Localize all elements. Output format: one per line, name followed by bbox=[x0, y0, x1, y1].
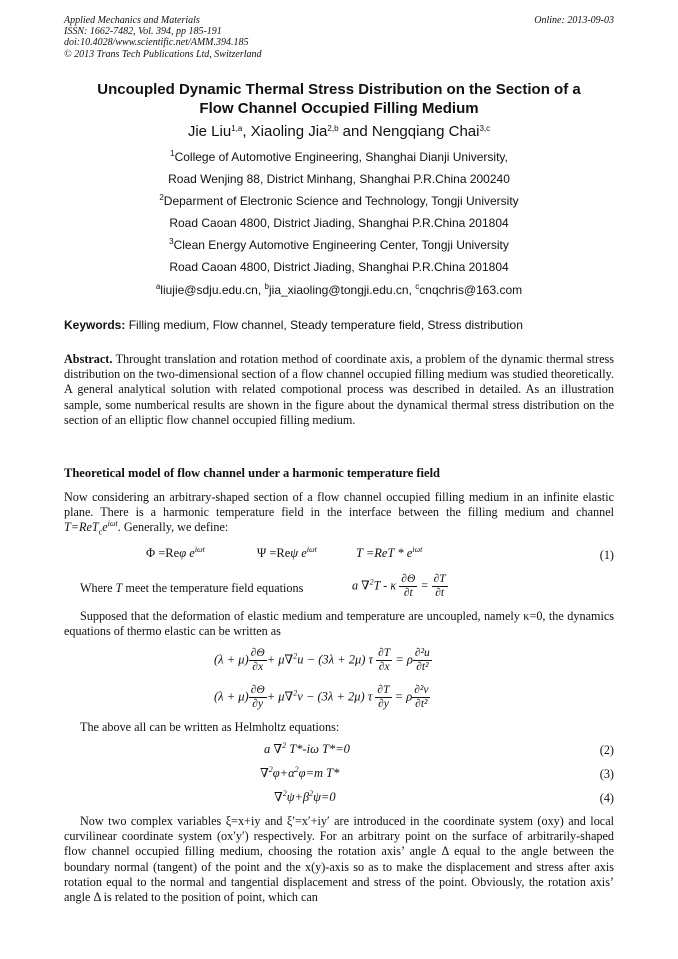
affiliation-3-sup: 3 bbox=[169, 237, 174, 246]
affiliation-2-line-1: Deparment of Electronic Science and Technology, Tongji University bbox=[163, 194, 519, 208]
author-3-sup: 3,c bbox=[479, 124, 491, 133]
affiliation-3-line-1: Clean Energy Automotive Engineering Center, Tongji University bbox=[173, 238, 509, 252]
affiliation-2 bbox=[64, 194, 614, 230]
paragraph-1-text: Now considering an arbitrary-shaped section of a flow channel occupied filling medium in an infinite elastic plane. There is a harmonic temperature field in the interface between the filling medium and channel bbox=[64, 490, 614, 520]
equation-4: $\nabla^2\psi+\beta^2\psi=0$ (4) bbox=[274, 789, 614, 805]
affiliation-1-line-1: College of Automotive Engineering, Shanghai Dianji University, bbox=[174, 150, 508, 164]
equation-4-number: (4) bbox=[599, 791, 614, 805]
equation-3: $\nabla^2\varphi+\alpha^2\varphi=m$ T* (3) bbox=[260, 765, 614, 781]
paragraph-4: Now two complex variables ξ=x+iy and ξ′=x′+iy′ are introduced in the coordinate system (oxy) and local curvilinear coordinate system (ox′y′) respectively. For an arbitrary point on the surface of arbitrarily-shaped flow channel occupied filling medium, choosing the rotation axis’ angle Δ equal to the angle between the boundary normal (tangent) of the point and the x(y)-axis so as to make the displacement and stress after axis rotation equal to the normal and tangential displacement and stress of the point. Obviously, the rotation axis’ angle Δ is related to the position of point, which can bbox=[64, 814, 614, 905]
title-line-1: Uncoupled Dynamic Thermal Stress Distribution on the Section of a bbox=[97, 81, 581, 98]
equation-2-number: (2) bbox=[599, 743, 614, 757]
copyright-line: © 2013 Trans Tech Publications Ltd, Switzerland bbox=[64, 48, 262, 60]
paragraph-1-exp-sup: iωt bbox=[107, 519, 118, 529]
online-date: Online: 2013-09-03 bbox=[534, 15, 614, 26]
issn-line: ISSN: 1662-7482, Vol. 394, pp 185-191 bbox=[64, 26, 222, 38]
paragraph-1 bbox=[64, 490, 614, 540]
equation-1 bbox=[64, 546, 614, 568]
abstract-label: Abstract. bbox=[64, 352, 113, 366]
paragraph-3: The above all can be written as Helmholtz equations: bbox=[80, 720, 340, 734]
author-2: Xiaoling Jia bbox=[250, 123, 328, 140]
paper-title bbox=[64, 80, 614, 118]
keywords-label: Keywords: bbox=[64, 318, 126, 332]
keywords-text: Filling medium, Flow channel, Steady temperature field, Stress distribution bbox=[125, 318, 523, 332]
equation-1-t: $T =ReT * e^{i\omega t}$ bbox=[356, 545, 423, 560]
email-3-sup: c bbox=[415, 282, 420, 291]
affiliation-2-line-2: Road Caoan 4800, District Jiading, Shanghai P.R.China 201804 bbox=[169, 216, 509, 230]
affiliation-2-sup: 2 bbox=[159, 193, 164, 202]
author-3: Nengqiang Chai bbox=[371, 123, 480, 140]
author-1-sup: 1,a bbox=[231, 124, 243, 133]
email-3[interactable]: cnqchris@163.com bbox=[419, 283, 523, 297]
equation-1-number: (1) bbox=[599, 548, 614, 562]
where-line: Where T meet the temperature field equations a ∇$^2$T - κ $\frac{\partial\Theta}{\partial t}$ = $\frac{\partial T}{\partial t}$ bbox=[80, 573, 446, 599]
author-sep-1: , bbox=[242, 123, 251, 140]
email-1[interactable]: liujie@sdju.edu.cn, bbox=[160, 283, 265, 297]
section-title: Theoretical model of flow channel under a harmonic temperature field bbox=[64, 466, 441, 480]
paragraph-1-exp: e bbox=[102, 520, 108, 535]
affiliation-3 bbox=[64, 238, 614, 274]
paragraph-1-sub: c bbox=[98, 527, 103, 537]
author-2-sup: 2,b bbox=[327, 124, 339, 133]
affiliation-1 bbox=[64, 150, 614, 186]
email-2-sup: b bbox=[264, 282, 269, 291]
email-line bbox=[64, 283, 614, 297]
affiliation-3-line-2: Road Caoan 4800, District Jiading, Shanghai P.R.China 201804 bbox=[169, 260, 509, 274]
equation-1-psi: Ψ =Reψ $e^{i\omega t}$ bbox=[257, 545, 317, 560]
paragraph-2: Supposed that the deformation of elastic medium and temperature are uncoupled, namely κ=0, the dynamics equations of thermo elastic can be written as bbox=[64, 609, 614, 639]
doi-line: doi:10.4028/www.scientific.net/AMM.394.185 bbox=[64, 37, 249, 49]
equation-3-number: (3) bbox=[599, 767, 614, 781]
affiliation-1-sup: 1 bbox=[170, 149, 175, 158]
author-sep-2: and bbox=[338, 123, 372, 140]
email-2[interactable]: jia_xiaoling@tongji.edu.cn, bbox=[268, 283, 416, 297]
dynamics-equation-1: (λ + μ) $\frac{\partial\Theta}{\partial x}$ + μ∇$^2$u − (3λ + 2μ) τ $\frac{\partial T}{\partial x}$ = ρ $\frac{\text{∂²u}}{\text{∂t²}}$ bbox=[214, 647, 430, 673]
title-line-2: Flow Channel Occupied Filling Medium bbox=[199, 100, 479, 117]
journal-header bbox=[64, 15, 262, 60]
paragraph-1-eq: T=ReT bbox=[64, 520, 99, 535]
keywords bbox=[64, 318, 523, 332]
equation-1-phi: Φ =Reφ $e^{i\omega t}$ bbox=[146, 545, 205, 560]
paragraph-1-end: . Generally, we define: bbox=[117, 520, 229, 535]
abstract-text: Throught translation and rotation method of coordinate axis, a problem of the dynamic thermal stress distribution on the two-dimensional section of a flow channel occupied filling medium was studied theoretically. A general analytical solution with related compotional process was described in detailed. As an illustration sample, some numberical results are shown in the figure about the dynamical thermal stress distribution on the section of an elliptic flow channel occupied filling medium. bbox=[64, 352, 614, 427]
equation-2: a ∇$^2$ T*-iω T*=0 (2) bbox=[264, 741, 614, 757]
author-list bbox=[64, 123, 614, 140]
journal-name: Applied Mechanics and Materials bbox=[64, 15, 200, 26]
email-1-sup: a bbox=[155, 282, 161, 291]
author-1: Jie Liu bbox=[187, 123, 232, 140]
abstract bbox=[64, 352, 614, 428]
affiliation-1-line-2: Road Wenjing 88, District Minhang, Shanghai P.R.China 200240 bbox=[168, 172, 510, 186]
dynamics-equation-2: (λ + μ) $\frac{\partial\Theta}{\partial y}$ + μ∇$^2$v − (3λ + 2μ) τ $\frac{\partial T}{\partial y}$ = ρ $\frac{\text{∂²v}}{\text{∂t²}}$ bbox=[214, 684, 429, 710]
